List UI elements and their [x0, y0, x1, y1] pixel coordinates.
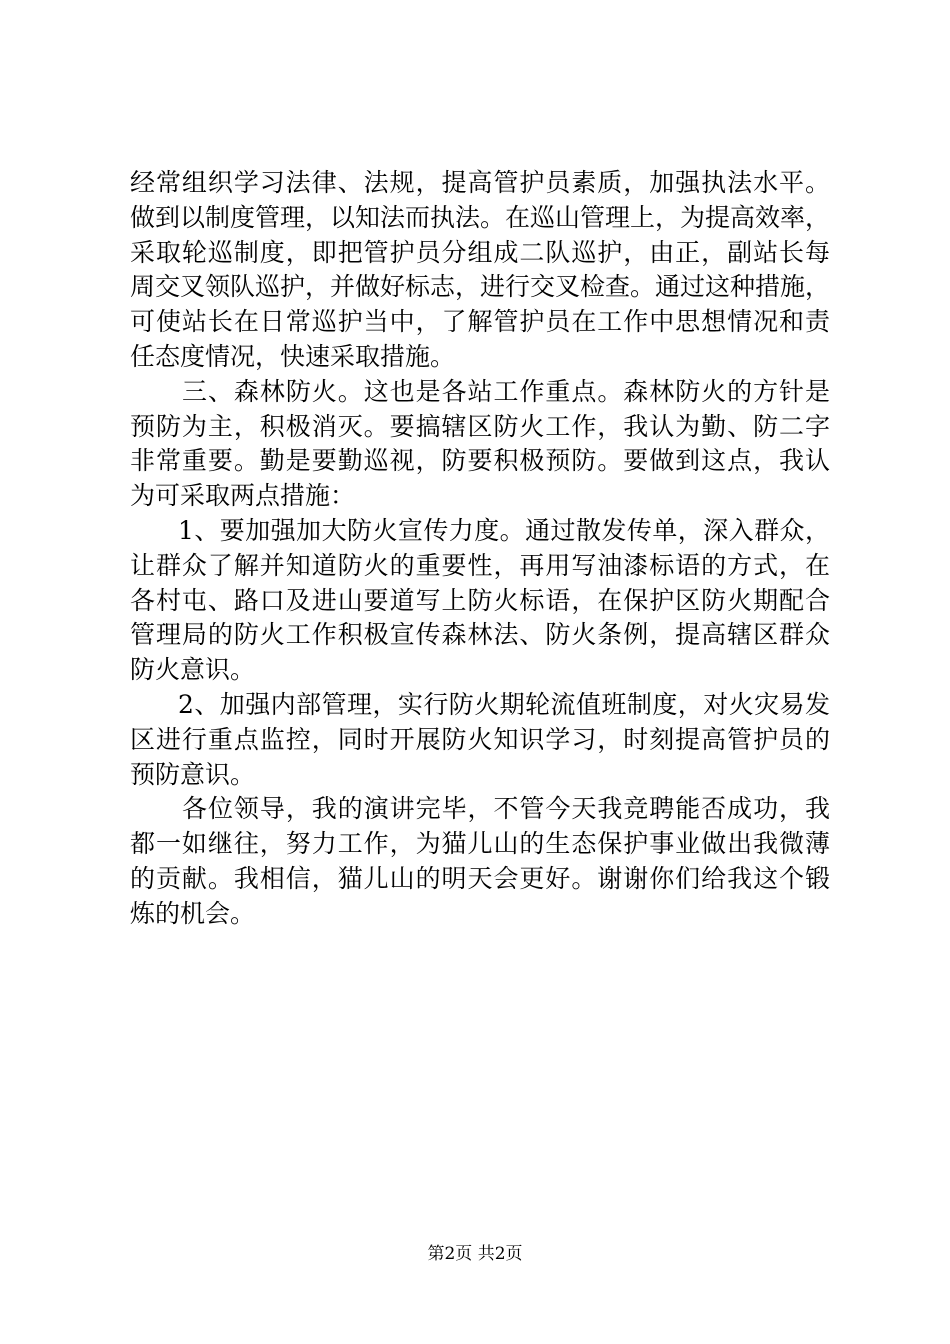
text-line: 各位领导，我的演讲完毕，不管今天我竞聘能否成功，我: [182, 794, 830, 824]
text-line: 预防意识。: [130, 759, 256, 789]
text-line: 让群众了解并知道防火的重要性，再用写油漆标语的方式，在: [130, 550, 830, 580]
page-footer: 第2页 共2页: [427, 1244, 523, 1264]
text-line: 做到以制度管理，以知法而执法。在巡山管理上，为提高效率，: [130, 202, 831, 232]
text-line: 炼的机会。: [130, 898, 256, 928]
text-line: 2、加强内部管理，实行防火期轮流值班制度，对火灾易发: [178, 689, 830, 719]
text-line: 非常重要。勤是要勤巡视，防要积极预防。要做到这点，我认: [130, 446, 830, 476]
text-line: 的贡献。我相信，猫儿山的明天会更好。谢谢你们给我这个锻: [130, 863, 830, 893]
document-body: [130, 166, 830, 932]
text-line: 预防为主，积极消灭。要搞辖区防火工作，我认为勤、防二字: [130, 411, 830, 441]
text-line: 为可采取两点措施：: [130, 481, 356, 511]
text-line: 三、森林防火。这也是各站工作重点。森林防火的方针是: [182, 376, 830, 406]
text-line: 采取轮巡制度，即把管护员分组成二队巡护，由正，副站长每: [130, 237, 830, 267]
text-line: 经常组织学习法律、法规，提高管护员素质，加强执法水平。: [130, 168, 830, 197]
text-line: 区进行重点监控，同时开展防火知识学习，时刻提高管护员的: [130, 724, 830, 754]
text-line: 管理局的防火工作积极宣传森林法、防火条例，提高辖区群众: [130, 620, 830, 650]
text-line: 防火意识。: [130, 655, 256, 685]
text-line: 各村屯、路口及进山要道写上防火标语，在保护区防火期配合: [130, 585, 830, 615]
text-line: 可使站长在日常巡护当中，了解管护员在工作中思想情况和责: [130, 307, 830, 337]
text-line: 周交叉领队巡护，并做好标志，进行交叉检查。通过这种措施，: [130, 272, 831, 302]
text-line: 1、要加强加大防火宣传力度。通过散发传单，深入群众，: [178, 515, 830, 545]
text-line: 任态度情况，快速采取措施。: [130, 341, 456, 371]
text-line: 都一如继往，努力工作，为猫儿山的生态保护事业做出我微薄: [130, 829, 830, 859]
